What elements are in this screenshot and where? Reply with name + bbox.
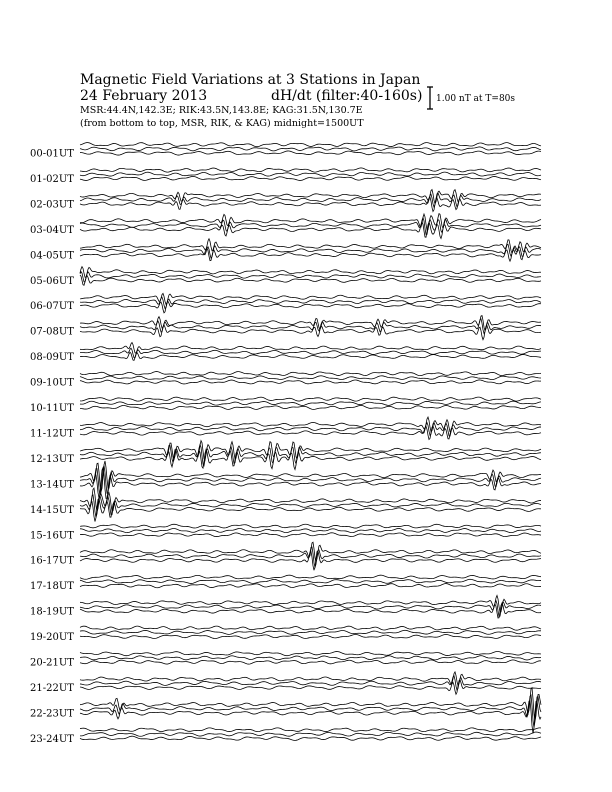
trace-10-11ut-kag — [80, 397, 541, 401]
row-label-23-24ut: 23-24UT — [30, 733, 74, 745]
trace-07-08ut-rik — [80, 319, 541, 334]
trace-01-02ut-msr — [80, 176, 541, 180]
trace-10-11ut-rik — [80, 401, 541, 405]
trace-15-16ut-kag — [80, 524, 541, 528]
row-label-20-21ut: 20-21UT — [30, 657, 74, 669]
row-label-02-03ut: 02-03UT — [30, 199, 74, 211]
row-label-07-08ut: 07-08UT — [30, 326, 74, 338]
trace-23-24ut-msr — [80, 736, 541, 740]
trace-17-18ut-kag — [80, 575, 541, 579]
trace-21-22ut-msr — [80, 680, 541, 695]
trace-09-10ut-kag — [80, 372, 541, 376]
trace-23-24ut-rik — [80, 732, 541, 736]
trace-17-18ut-rik — [80, 579, 541, 583]
row-label-03-04ut: 03-04UT — [30, 224, 74, 236]
trace-16-17ut-rik — [80, 547, 541, 567]
trace-05-06ut-msr — [80, 275, 541, 285]
row-label-16-17ut: 16-17UT — [30, 555, 74, 567]
trace-19-20ut-kag — [80, 626, 541, 630]
trace-06-07ut-kag — [80, 293, 541, 304]
trace-23-24ut-kag — [80, 728, 541, 732]
station-order-note: (from bottom to top, MSR, RIK, & KAG) midnight=1500UT — [80, 118, 364, 129]
trace-00-01ut-msr — [80, 151, 541, 155]
trace-10-11ut-msr — [80, 405, 541, 409]
trace-14-15ut-msr — [80, 498, 541, 521]
row-label-22-23ut: 22-23UT — [30, 708, 74, 720]
row-label-00-01ut: 00-01UT — [30, 148, 74, 160]
chart-date: 24 February 2013 — [80, 88, 208, 104]
trace-12-13ut-rik — [80, 445, 541, 466]
trace-11-12ut-msr — [80, 426, 541, 440]
trace-01-02ut-kag — [80, 168, 541, 172]
row-label-08-09ut: 08-09UT — [30, 352, 74, 364]
trace-00-01ut-kag — [80, 143, 541, 147]
trace-09-10ut-msr — [80, 380, 541, 384]
trace-13-14ut-kag — [80, 461, 541, 492]
trace-02-03ut-kag — [80, 190, 541, 204]
trace-06-07ut-msr — [80, 301, 541, 312]
trace-20-21ut-msr — [80, 660, 541, 664]
row-label-21-22ut: 21-22UT — [30, 682, 74, 694]
trace-13-14ut-rik — [80, 466, 541, 497]
trace-17-18ut-msr — [80, 584, 541, 588]
trace-15-16ut-msr — [80, 533, 541, 537]
trace-20-21ut-rik — [80, 656, 541, 660]
scale-bar-label: 1.00 nT at T=80s — [436, 94, 516, 104]
trace-06-07ut-rik — [80, 297, 541, 308]
trace-04-05ut-msr — [80, 248, 541, 261]
trace-13-14ut-msr — [80, 468, 541, 499]
row-label-12-13ut: 12-13UT — [30, 453, 74, 465]
trace-03-04ut-kag — [80, 214, 541, 230]
trace-01-02ut-rik — [80, 172, 541, 176]
trace-02-03ut-msr — [80, 197, 541, 211]
row-label-01-02ut: 01-02UT — [30, 173, 74, 185]
row-label-09-10ut: 09-10UT — [30, 377, 74, 389]
trace-14-15ut-rik — [80, 495, 541, 517]
station-coordinates: MSR:44.4N,142.3E; RIK:43.5N,143.8E; KAG:31.5N,130.7E — [80, 105, 363, 116]
trace-19-20ut-rik — [80, 630, 541, 634]
row-label-17-18ut: 17-18UT — [30, 581, 74, 593]
chart-quantity: dH/dt (filter:40-160s) — [271, 88, 423, 104]
row-label-19-20ut: 19-20UT — [30, 632, 74, 644]
trace-18-19ut-kag — [80, 596, 541, 613]
trace-19-20ut-msr — [80, 634, 541, 638]
row-label-05-06ut: 05-06UT — [30, 275, 74, 287]
trace-09-10ut-rik — [80, 376, 541, 380]
row-label-13-14ut: 13-14UT — [30, 479, 74, 491]
trace-07-08ut-msr — [80, 325, 541, 340]
trace-15-16ut-rik — [80, 528, 541, 532]
trace-22-23ut-kag — [80, 688, 541, 721]
row-label-06-07ut: 06-07UT — [30, 301, 74, 313]
row-label-04-05ut: 04-05UT — [30, 250, 74, 262]
row-label-14-15ut: 14-15UT — [30, 504, 74, 516]
row-label-15-16ut: 15-16UT — [30, 530, 74, 542]
row-label-11-12ut: 11-12UT — [30, 428, 74, 440]
trace-12-13ut-msr — [80, 450, 541, 470]
row-label-10-11ut: 10-11UT — [30, 403, 74, 414]
row-label-18-19ut: 18-19UT — [30, 606, 74, 618]
trace-20-21ut-kag — [80, 651, 541, 655]
trace-18-19ut-msr — [80, 603, 541, 618]
chart-title: Magnetic Field Variations at 3 Stations in Japan — [80, 72, 421, 88]
trace-00-01ut-rik — [80, 147, 541, 151]
